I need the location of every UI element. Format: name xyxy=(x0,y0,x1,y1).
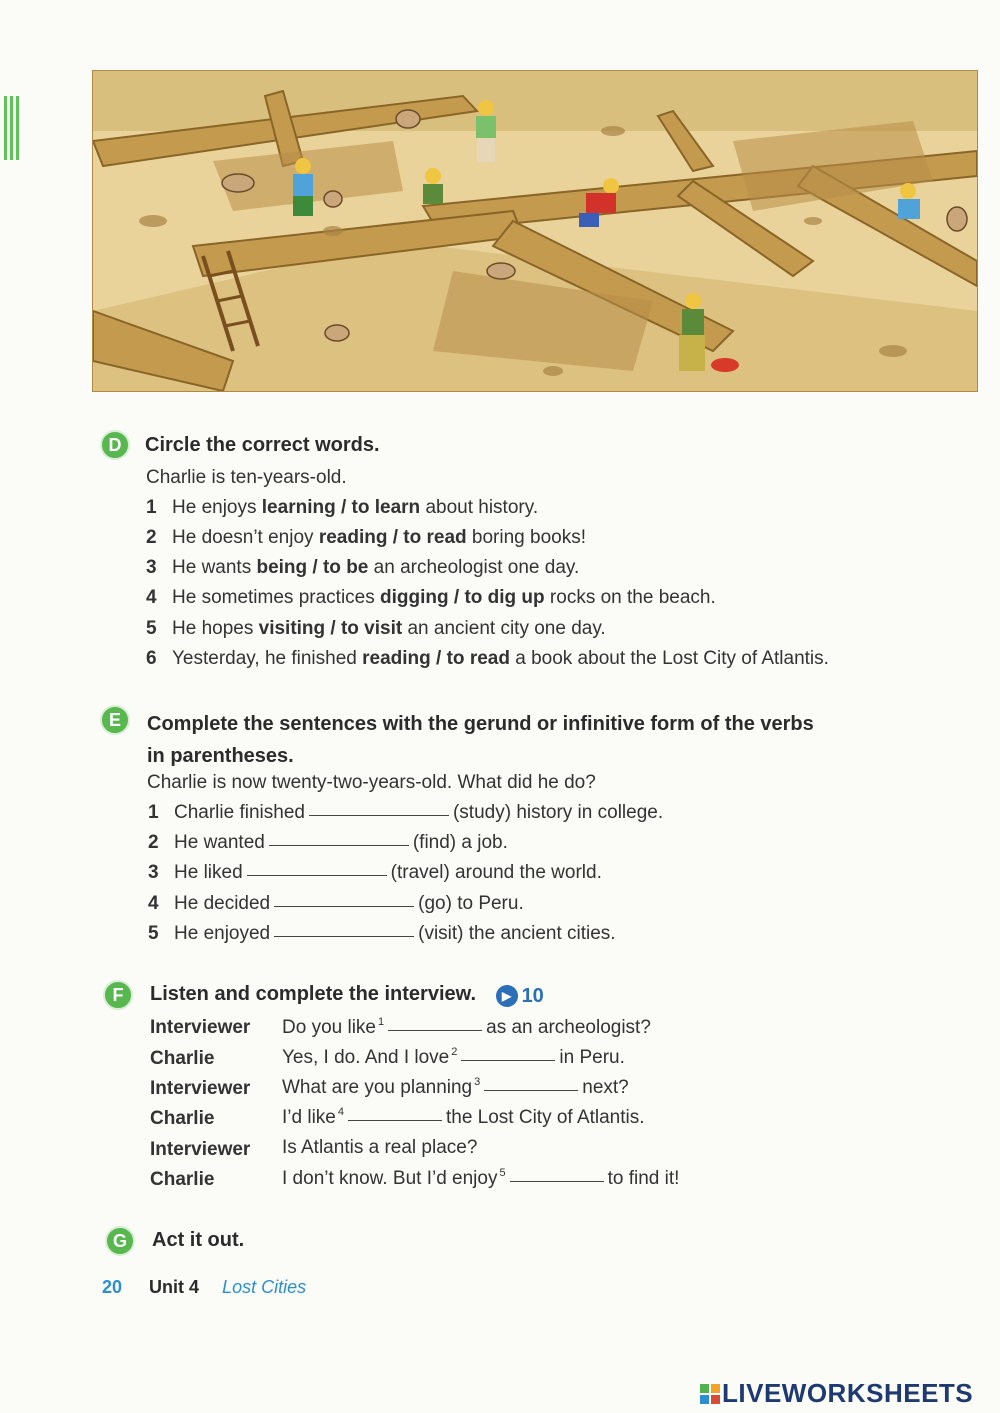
page-number: 20 xyxy=(102,1277,123,1297)
section-e-heading xyxy=(147,708,814,772)
dialogue-line xyxy=(282,1167,679,1190)
section-g-badge: G xyxy=(105,1226,135,1256)
answer-blank[interactable] xyxy=(388,1029,482,1031)
speaker-label: Interviewer xyxy=(150,1017,251,1038)
unit-title: Lost Cities xyxy=(222,1277,307,1297)
dialogue-text: What are you planning xyxy=(282,1077,473,1098)
item-text: He enjoys xyxy=(172,497,257,518)
item-number: 3 xyxy=(146,557,157,578)
item-number: 5 xyxy=(148,923,159,944)
item-number: 2 xyxy=(146,527,157,548)
liveworksheets-logo xyxy=(700,1378,973,1409)
dialogue-text: to find it! xyxy=(607,1168,680,1189)
blank-number: 4 xyxy=(337,1106,344,1118)
blank-number: 2 xyxy=(451,1046,458,1058)
dialogue-text: next? xyxy=(582,1077,629,1098)
item-text: a book about the Lost City of Atlantis. xyxy=(515,648,829,669)
section-e-item xyxy=(148,832,508,854)
dig-site-illustration xyxy=(92,70,978,392)
dialogue-line xyxy=(282,1046,625,1069)
item-text: an ancient city one day. xyxy=(407,618,606,639)
section-d-heading: Circle the correct words. xyxy=(145,434,380,456)
section-d-item xyxy=(146,587,716,609)
section-f-heading xyxy=(150,983,544,1008)
word-choice[interactable]: visiting / to visit xyxy=(258,618,403,639)
item-number: 6 xyxy=(146,648,157,669)
item-text: He hopes xyxy=(172,618,254,639)
item-text: (study) history in college. xyxy=(452,802,664,823)
item-text: He doesn’t enjoy xyxy=(172,527,314,548)
word-choice[interactable]: reading / to read xyxy=(362,648,510,669)
watermark-text: LIVEWORKSHEETS xyxy=(722,1378,974,1408)
section-e-item xyxy=(148,893,524,915)
answer-blank[interactable] xyxy=(274,935,414,937)
unit-label: Unit 4 xyxy=(149,1277,200,1297)
blank-number: 3 xyxy=(474,1076,481,1088)
dialogue-text: as an archeologist? xyxy=(486,1017,651,1038)
section-d-badge: D xyxy=(100,430,130,460)
item-text: He sometimes practices xyxy=(172,587,375,608)
dialogue-text: the Lost City of Atlantis. xyxy=(445,1107,645,1128)
answer-blank[interactable] xyxy=(484,1089,578,1091)
speaker-label: Charlie xyxy=(150,1108,215,1129)
section-e-item xyxy=(148,923,616,945)
dialogue-line xyxy=(282,1076,629,1099)
section-d-item xyxy=(146,497,538,519)
item-number: 1 xyxy=(146,497,157,518)
dialogue-text: Do you like xyxy=(282,1017,376,1038)
section-f-badge: F xyxy=(103,980,133,1010)
item-text: He wanted xyxy=(174,832,265,853)
dialogue-text: in Peru. xyxy=(559,1047,625,1068)
item-text: Yesterday, he finished xyxy=(172,648,357,669)
item-text: about history. xyxy=(425,497,539,518)
dialogue-text: I’d like xyxy=(282,1107,336,1128)
section-d-intro: Charlie is ten-years-old. xyxy=(146,467,347,488)
word-choice[interactable]: reading / to read xyxy=(318,527,467,548)
item-text: (visit) the ancient cities. xyxy=(418,923,616,944)
section-e-item xyxy=(148,802,663,824)
item-text: He enjoyed xyxy=(174,923,271,944)
answer-blank[interactable] xyxy=(309,814,449,816)
dialogue-line xyxy=(282,1016,651,1039)
page-footer xyxy=(102,1277,306,1298)
item-number: 2 xyxy=(148,832,159,853)
item-number: 4 xyxy=(148,893,159,914)
track-number: 10 xyxy=(521,984,544,1007)
item-number: 4 xyxy=(146,587,157,608)
answer-blank[interactable] xyxy=(269,844,409,846)
speaker-label: Charlie xyxy=(150,1048,215,1069)
answer-blank[interactable] xyxy=(348,1119,442,1121)
item-number: 1 xyxy=(148,802,159,823)
word-choice[interactable]: being / to be xyxy=(256,557,369,578)
item-text: Charlie finished xyxy=(174,802,305,823)
item-text: He wants xyxy=(172,557,252,578)
item-text: He liked xyxy=(174,862,243,883)
item-text: (find) a job. xyxy=(412,832,508,853)
audio-icon: ▶ xyxy=(496,985,518,1007)
answer-blank[interactable] xyxy=(461,1059,555,1061)
item-text: boring books! xyxy=(471,527,586,548)
answer-blank[interactable] xyxy=(510,1180,604,1182)
dialogue-line xyxy=(282,1106,645,1129)
section-d-item xyxy=(146,618,606,640)
section-e-item xyxy=(148,862,602,884)
item-text: (go) to Peru. xyxy=(418,893,524,914)
section-e-heading-line2: in parentheses. xyxy=(147,745,294,767)
speaker-label: Interviewer xyxy=(150,1139,251,1160)
blank-number: 1 xyxy=(378,1016,385,1028)
speaker-label: Charlie xyxy=(150,1169,215,1190)
section-e-intro: Charlie is now twenty-two-years-old. What did he do? xyxy=(147,772,596,793)
item-number: 3 xyxy=(148,862,159,883)
item-text: an archeologist one day. xyxy=(373,557,580,578)
section-d-item xyxy=(146,557,579,579)
audio-track-button[interactable] xyxy=(496,985,544,1008)
item-text: (travel) around the world. xyxy=(390,862,602,883)
answer-blank[interactable] xyxy=(247,874,387,876)
answer-blank[interactable] xyxy=(274,905,414,907)
item-number: 5 xyxy=(146,618,157,639)
speaker-label: Interviewer xyxy=(150,1078,251,1099)
word-choice[interactable]: digging / to dig up xyxy=(380,587,545,608)
section-e-heading-line1: Complete the sentences with the gerund or infinitive form of the verbs xyxy=(147,713,814,735)
word-choice[interactable]: learning / to learn xyxy=(261,497,421,518)
dialogue-line xyxy=(282,1137,477,1159)
item-text: He decided xyxy=(174,893,271,914)
item-text: rocks on the beach. xyxy=(549,587,716,608)
dialogue-text: I don’t know. But I’d enjoy xyxy=(282,1168,498,1189)
section-d-item xyxy=(146,648,829,670)
section-f-title: Listen and complete the interview. xyxy=(150,983,476,1005)
dialogue-text: Is Atlantis a real place? xyxy=(282,1137,478,1158)
dialogue-text: Yes, I do. And I love xyxy=(282,1047,450,1068)
blank-number: 5 xyxy=(499,1167,506,1179)
liveworksheets-icon xyxy=(700,1384,720,1404)
section-d-item xyxy=(146,527,586,549)
section-g-heading: Act it out. xyxy=(152,1229,245,1251)
section-e-badge: E xyxy=(100,705,130,735)
